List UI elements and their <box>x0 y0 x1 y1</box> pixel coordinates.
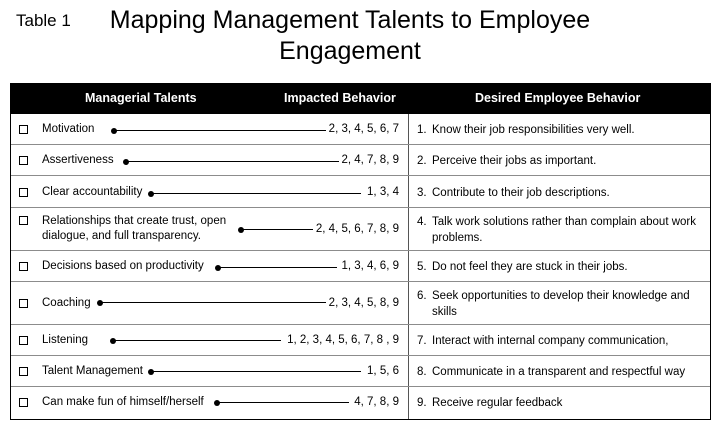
connector-dot <box>123 159 129 165</box>
item-text: Receive regular feedback <box>432 397 563 409</box>
impacted-behaviors: 1, 3, 4 <box>367 186 399 198</box>
connector-line <box>113 340 281 341</box>
connector-line <box>151 193 361 194</box>
desired-behavior <box>417 185 702 201</box>
connector-dot <box>97 300 103 306</box>
impacted-behaviors: 2, 3, 4, 5, 6, 7 <box>328 123 399 135</box>
checkbox[interactable] <box>19 216 28 225</box>
talent-label: Listening <box>42 334 89 346</box>
desired-behavior <box>417 214 702 246</box>
header-impacted-behavior: Impacted Behavior <box>284 91 396 105</box>
checkbox[interactable] <box>19 367 28 376</box>
checkbox[interactable] <box>19 262 28 271</box>
connector-dot <box>148 191 154 197</box>
item-text: Seek opportunities to develop their knowledge and skills <box>432 290 690 318</box>
title-line-1: Mapping Management Talents to Employee <box>109 6 591 34</box>
item-number: 2. <box>417 155 427 167</box>
item-number: 3. <box>417 187 427 199</box>
header-desired-behavior: Desired Employee Behavior <box>475 91 641 105</box>
talent-label-line-1: Relationships that create trust, open <box>42 215 227 227</box>
desired-behavior <box>417 259 702 275</box>
desired-behavior <box>417 122 702 138</box>
checkbox[interactable] <box>19 398 28 407</box>
connector-line <box>241 229 313 230</box>
table-row <box>11 251 710 282</box>
table-row <box>11 356 710 387</box>
connector-dot <box>111 128 117 134</box>
page-title <box>100 5 600 67</box>
desired-behavior <box>417 288 702 320</box>
impacted-behaviors: 4, 7, 8, 9 <box>354 396 399 408</box>
talent-label: Can make fun of himself/herself <box>42 396 204 408</box>
impacted-behaviors: 1, 3, 4, 6, 9 <box>341 260 399 272</box>
talent-label: Assertiveness <box>42 154 114 166</box>
mapping-table <box>10 83 711 420</box>
item-text: Interact with internal company communication, <box>432 335 669 347</box>
item-text: Communicate in a transparent and respectful way <box>432 366 686 378</box>
talent-label: Talent Management <box>42 365 144 377</box>
desired-behavior <box>417 153 702 169</box>
impacted-behaviors: 1, 2, 3, 4, 5, 6, 7, 8 , 9 <box>287 334 399 346</box>
connector-line <box>218 267 337 268</box>
item-text: Do not feel they are stuck in their jobs. <box>432 261 628 273</box>
desired-behavior <box>417 333 702 349</box>
connector-dot <box>110 338 116 344</box>
item-number: 9. <box>417 397 427 409</box>
connector-line <box>217 402 349 403</box>
checkbox[interactable] <box>19 156 28 165</box>
connector-line <box>126 161 339 162</box>
checkbox[interactable] <box>19 188 28 197</box>
item-number: 5. <box>417 261 427 273</box>
connector-dot <box>238 227 244 233</box>
table-row <box>11 387 710 419</box>
desired-behavior <box>417 395 702 411</box>
connector-line <box>114 130 326 131</box>
talent-label-line-2: dialogue, and full transparency. <box>42 230 201 242</box>
impacted-behaviors: 1, 5, 6 <box>367 365 399 377</box>
item-text: Know their job responsibilities very well. <box>432 124 635 136</box>
impacted-behaviors: 2, 4, 7, 8, 9 <box>341 154 399 166</box>
header-managerial-talents: Managerial Talents <box>85 91 197 105</box>
talent-label: Clear accountability <box>42 186 143 198</box>
item-number: 1. <box>417 124 427 136</box>
talent-label: Motivation <box>42 123 95 135</box>
talent-label <box>42 214 226 244</box>
item-number: 7. <box>417 335 427 347</box>
table-row <box>11 208 710 251</box>
desired-behavior <box>417 364 702 380</box>
table-header <box>11 84 710 114</box>
title-line-2: Engagement <box>279 37 421 65</box>
item-text: Contribute to their job descriptions. <box>432 187 610 199</box>
connector-line <box>100 302 326 303</box>
talent-label: Coaching <box>42 297 91 309</box>
item-text: Perceive their jobs as important. <box>432 155 597 167</box>
checkbox[interactable] <box>19 125 28 134</box>
table-row <box>11 176 710 208</box>
connector-line <box>151 371 361 372</box>
connector-dot <box>215 265 221 271</box>
item-number: 8. <box>417 366 427 378</box>
table-row <box>11 325 710 356</box>
talent-label: Decisions based on productivity <box>42 260 204 272</box>
table-label: Table 1 <box>16 11 71 30</box>
table-row <box>11 145 710 176</box>
table-row <box>11 282 710 325</box>
item-text: Talk work solutions rather than complain about work problems. <box>432 216 696 244</box>
checkbox[interactable] <box>19 299 28 308</box>
impacted-behaviors: 2, 4, 5, 6, 7, 8, 9 <box>315 223 399 235</box>
connector-dot <box>214 400 220 406</box>
table-row <box>11 114 710 145</box>
connector-dot <box>148 369 154 375</box>
item-number: 6. <box>417 290 427 302</box>
impacted-behaviors: 2, 3, 4, 5, 8, 9 <box>328 297 399 309</box>
item-number: 4. <box>417 216 427 228</box>
checkbox[interactable] <box>19 336 28 345</box>
